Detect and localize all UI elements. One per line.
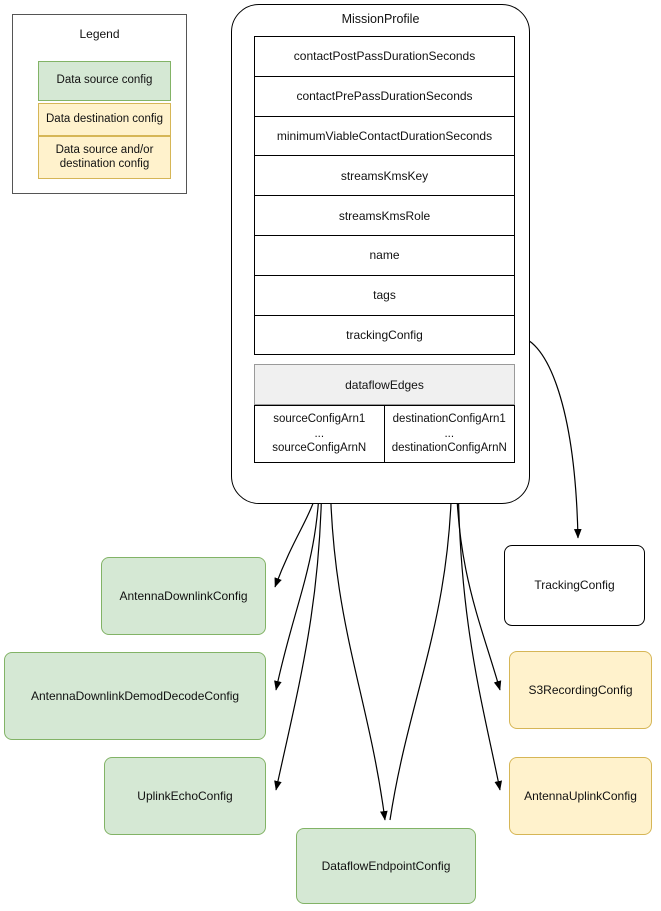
dataflow-edges-source-column <box>255 406 385 462</box>
dataflow-edges-body <box>254 405 515 463</box>
node-antenna-uplink-config: AntennaUplinkConfig <box>509 757 652 835</box>
source-arn-last: sourceConfigArnN <box>272 442 367 455</box>
legend-item-data-source: Data source config <box>38 61 171 101</box>
attribute-row: name <box>255 236 514 276</box>
legend <box>12 14 187 194</box>
attribute-row: tags <box>255 276 514 316</box>
attribute-row: streamsKmsRole <box>255 196 514 236</box>
mission-profile-title: MissionProfile <box>341 12 420 26</box>
node-uplink-echo-config: UplinkEchoConfig <box>104 757 266 835</box>
legend-item-data-source-and-destination: Data source and/or destination config <box>38 136 171 179</box>
node-tracking-config: TrackingConfig <box>504 545 645 626</box>
node-s3-recording-config: S3RecordingConfig <box>509 651 652 729</box>
mission-profile-attribute-table <box>254 36 515 355</box>
attribute-row: trackingConfig <box>255 316 514 356</box>
attribute-row: contactPrePassDurationSeconds <box>255 77 514 117</box>
destination-arn-first: destinationConfigArn1 <box>392 413 506 426</box>
destination-arn-ellipsis: ... <box>444 427 455 440</box>
legend-title: Legend <box>79 27 120 41</box>
dataflow-edges-header: dataflowEdges <box>254 364 515 405</box>
dataflow-edges-destination-column <box>385 406 515 462</box>
source-arn-first: sourceConfigArn1 <box>273 413 366 426</box>
attribute-row: minimumViableContactDurationSeconds <box>255 117 514 157</box>
node-antenna-downlink-demod-decode-config: AntennaDownlinkDemodDecodeConfig <box>4 652 266 740</box>
attribute-row: streamsKmsKey <box>255 156 514 196</box>
legend-item-data-destination: Data destination config <box>38 103 171 136</box>
attribute-row: contactPostPassDurationSeconds <box>255 37 514 77</box>
node-antenna-downlink-config: AntennaDownlinkConfig <box>101 557 266 635</box>
source-arn-ellipsis: ... <box>314 427 325 440</box>
node-dataflow-endpoint-config: DataflowEndpointConfig <box>296 828 476 904</box>
destination-arn-last: destinationConfigArnN <box>391 442 507 455</box>
